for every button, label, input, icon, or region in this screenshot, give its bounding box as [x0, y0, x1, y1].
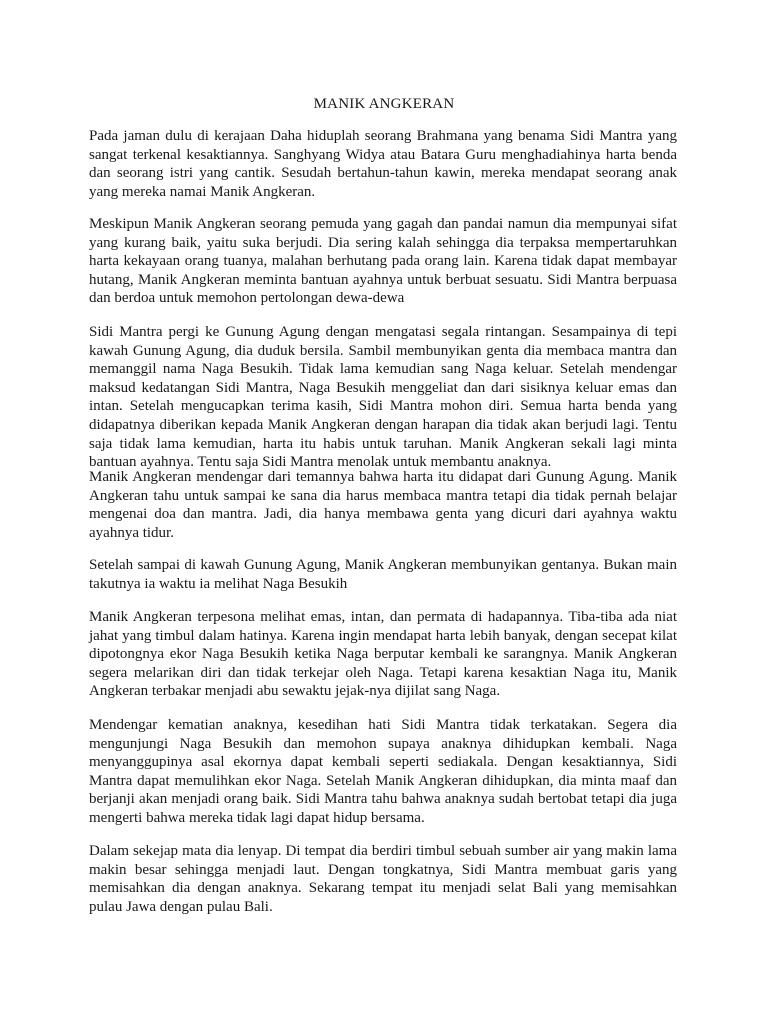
- paragraph-line: bantuan ayahnya. Tentu saja Sidi Mantra menolak untuk membantu anaknya.: [89, 454, 552, 471]
- paragraph-line: Manik Angkeran mendengar dari temannya bahwa harta itu didapat dari Gunung Agung. Manik: [89, 469, 677, 485]
- paragraph-line: Mendengar kematian anaknya, kesedihan hati Sidi Mantra tidak terkatakan. Segera dia: [89, 717, 677, 733]
- paragraph-line: Setelah sampai di kawah Gunung Agung, Manik Angkeran membunyikan gentanya. Bukan main: [89, 557, 677, 573]
- paragraph-line: makin besar sehingga menjadi laut. Dengan tongkatnya, Sidi Mantra membuat garis yang: [89, 861, 677, 878]
- paragraph-line: berjanji akan menjadi orang baik. Sidi Mantra tahu bahwa anaknya sudah bertobat tetapi dia juga: [89, 791, 677, 808]
- paragraph-line: hutang, Manik Angkeran meminta bantuan ayahnya untuk berbuat sesuatu. Sidi Mantra berpuasa: [89, 271, 677, 288]
- paragraph-line: mengerti bahwa mereka tidak lagi dapat hidup bersama.: [89, 809, 425, 826]
- paragraph-line: saja tidak lama kemudian, harta itu habis untuk taruhan. Manik Angkeran sekali lagi minta: [89, 435, 677, 452]
- paragraph-line: menyanggupinya asal ekornya dapat kembali seperti sediakala. Dengan kesaktiannya, Sidi: [89, 754, 677, 771]
- paragraph-line: jahat yang timbul dalam hatinya. Karena ingin mendapat harta lebih banyak, dengan secepat kilat: [89, 627, 677, 644]
- paragraph-8: [89, 842, 677, 916]
- paragraph-5: [89, 556, 677, 593]
- paragraph-line: intan. Setelah mengucapkan terima kasih, Sidi Mantra mohon diri. Semua harta benda yang: [89, 398, 677, 415]
- paragraph-line: yang mereka namai Manik Angkeran.: [89, 183, 316, 200]
- paragraph-line: takutnya ia waktu ia melihat Naga Besukih: [89, 575, 348, 592]
- paragraph-line: mengunjungi Naga Besukih dan memohon supaya anaknya dihidupkan kembali. Naga: [89, 735, 677, 752]
- paragraph-line: dan seorang istri yang cantik. Sesudah bertahun-tahun kawin, mereka mendapat seorang anak: [89, 165, 677, 182]
- paragraph-line: Dalam sekejap mata dia lenyap. Di tempat dia berdiri timbul sebuah sumber air yang makin lama: [89, 843, 677, 859]
- document-title: MANIK ANGKERAN: [313, 96, 455, 112]
- paragraph-line: Pada jaman dulu di kerajaan Daha hiduplah seorang Brahmana yang benama Sidi Mantra yang: [89, 128, 677, 144]
- paragraph-line: didapatnya diberikan kepada Manik Angkeran dengan harapan dia tidak akan berjudi lagi. Tentu: [89, 416, 677, 433]
- paragraph-line: Angkeran terbakar menjadi abu sewaktu jejak-nya dijilat sang Naga.: [89, 683, 501, 700]
- paragraph-2: [89, 215, 677, 308]
- paragraph-line: Manik Angkeran terpesona melihat emas, intan, dan permata di hadapannya. Tiba-tiba ada niat: [89, 609, 677, 625]
- paragraph-line: Meskipun Manik Angkeran seorang pemuda yang gagah dan pandai namun dia mempunyai sifat: [89, 216, 677, 232]
- paragraph-7: [89, 716, 677, 828]
- paragraph-line: Angkeran tahu untuk sampai ke sana dia harus membaca mantra tetapi dia tidak pernah belajar: [89, 487, 677, 504]
- paragraph-line: maksud kedatangan Sidi Mantra, Naga Besukih menggeliat dan dari sisiknya keluar emas dan: [89, 379, 677, 396]
- paragraph-line: Mantra dapat memulihkan ekor Naga. Setelah Manik Angkeran dihidupkan, dia minta maaf dan: [89, 772, 677, 789]
- paragraph-line: yang kurang baik, yaitu suka berjudi. Dia sering kalah sehingga dia terpaksa mempertaruhkan: [89, 234, 677, 251]
- paragraph-line: dan berdoa untuk memohon pertolongan dewa-dewa: [89, 290, 405, 307]
- paragraph-line: harta kekayaan orang tuanya, malahan berhutang pada orang lain. Karena tidak dapat membayar: [89, 253, 677, 270]
- paragraph-4: [89, 468, 677, 542]
- paragraph-line: sangat terkenal kesaktiannya. Sanghyang Widya atau Batara Guru menghadiahinya harta benda: [89, 146, 677, 163]
- paragraph-1: [89, 127, 677, 201]
- paragraph-6: [89, 608, 677, 701]
- paragraph-3: [89, 323, 677, 472]
- paragraph-line: pulau Jawa dengan pulau Bali.: [89, 898, 273, 915]
- paragraph-line: memanggil nama Naga Besukih. Tidak lama kemudian sang Naga keluar. Setelah mendengar: [89, 361, 677, 378]
- paragraph-line: segera melarikan diri dan tidak terkejar oleh Naga. Tetapi karena kesaktian Naga itu, Manik: [89, 664, 677, 681]
- paragraph-line: ayahnya tidur.: [89, 524, 174, 541]
- paragraph-line: memisahkan dia dengan anaknya. Sekarang tempat itu menjadi selat Bali yang memisahkan: [89, 880, 677, 897]
- paragraph-line: kawah Gunung Agung, dia duduk bersila. Sambil membunyikan genta dia membaca mantra dan: [89, 342, 677, 359]
- paragraph-line: Sidi Mantra pergi ke Gunung Agung dengan mengatasi segala rintangan. Sesampainya di tepi: [89, 324, 677, 340]
- paragraph-line: mengenai doa dan mantra. Jadi, dia hanya membawa genta yang dicuri dari ayahnya waktu: [89, 506, 677, 523]
- paragraph-line: dipotongnya ekor Naga Besukih ketika Naga berputar kembali ke sarangnya. Manik Angkeran: [89, 646, 677, 663]
